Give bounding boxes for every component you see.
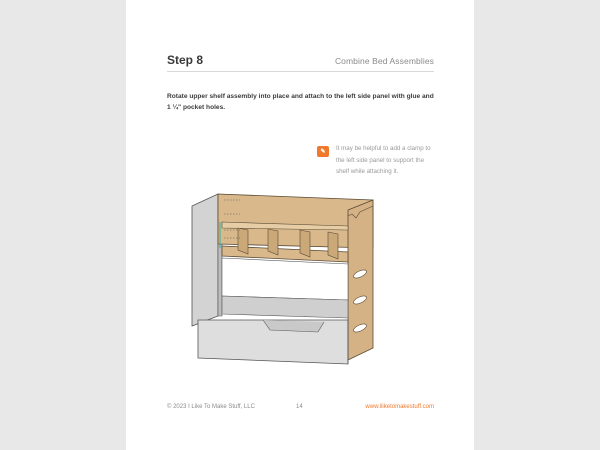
tip-text: It may be helpful to add a clamp to the left side panel to support the shelf while attaching it.	[336, 145, 431, 175]
title-divider	[167, 71, 434, 72]
assembly-illustration	[188, 188, 378, 368]
step-subtitle: Combine Bed Assemblies	[334, 56, 434, 66]
footer-copyright: © 2023 I Like To Make Stuff, LLC	[167, 404, 255, 410]
footer-page-number: 14	[296, 404, 303, 410]
step-title: Step 8	[167, 53, 204, 67]
front-cutout	[263, 320, 324, 332]
tip-badge-icon: ✎	[317, 146, 329, 157]
bed-base-top	[222, 296, 348, 318]
step-instructions: Rotate upper shelf assembly into place and attach to the left side panel with glue and 1 ¼" pocket holes.	[167, 93, 434, 111]
instruction-page	[126, 0, 474, 450]
right-side-panel	[348, 200, 373, 360]
left-side-panel	[192, 194, 218, 326]
footer-website-link[interactable]: www.iliketomakestuff.com	[365, 404, 434, 410]
